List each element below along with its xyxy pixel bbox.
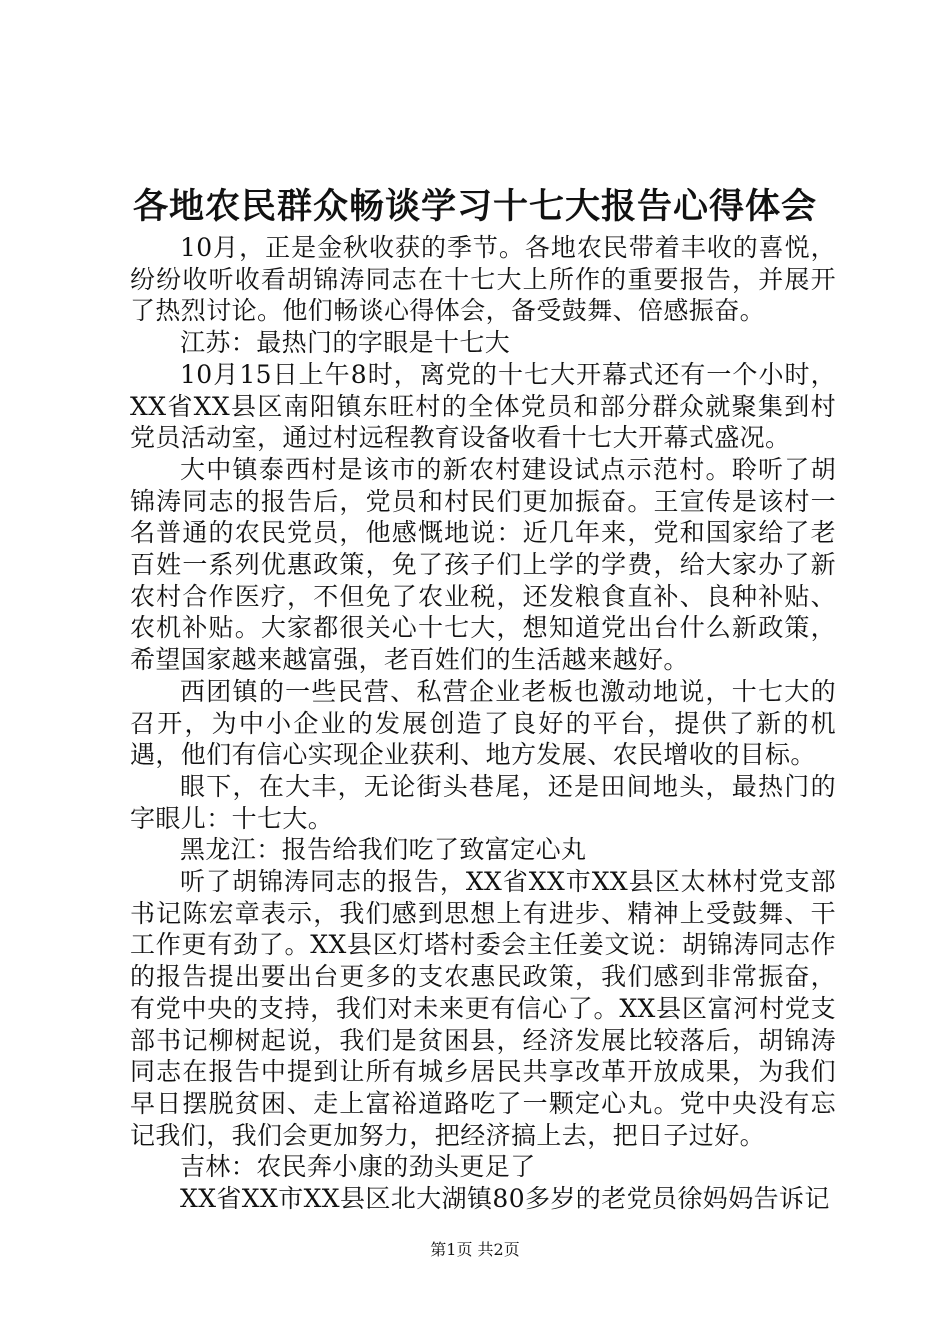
paragraph: 10月15日上午8时，离党的十七大开幕式还有一个小时，XX省XX县区南阳镇东旺村的全体党员和部分群众就聚集到村党员活动室，通过村远程教育设备收看十七大开幕式盛况。 [130,359,836,453]
document-title: 各地农民群众畅谈学习十七大报告心得体会 [132,186,817,227]
paragraph: 眼下，在大丰，无论街头巷尾，还是田间地头，最热门的字眼儿：十七大。 [130,771,836,833]
page-number-footer: 第1页 共2页 [430,1240,520,1259]
document-body [130,232,836,1215]
paragraph: XX省XX市XX县区北大湖镇80多岁的老党员徐妈妈告诉记 [180,1184,830,1214]
section-heading: 吉林：农民奔小康的劲头更足了 [180,1152,536,1182]
section-heading: 黑龙江：报告给我们吃了致富定心丸 [180,835,587,865]
paragraph: 听了胡锦涛同志的报告，XX省XX市XX县区太林村党支部书记陈宏章表示，我们感到思想上有进步、精神上受鼓舞、干工作更有劲了。XX县区灯塔村委会主任姜文说：胡锦涛同志作的报告提出要出台更多的支农惠民政策，我们感到非常振奋，有党中央的支持，我们对未来更有信心了。XX县区富河村党支部书记柳树起说，我们是贫困县，经济发展比较落后，胡锦涛同志在报告中提到让所有城乡居民共享改革开放成果，为我们早日摆脱贫困、走上富裕道路吃了一颗定心丸。党中央没有忘记我们，我们会更加努力，把经济搞上去，把日子过好。 [130,867,836,1150]
paragraph: 10月，正是金秋收获的季节。各地农民带着丰收的喜悦，纷纷收听收看胡锦涛同志在十七大上所作的重要报告，并展开了热烈讨论。他们畅谈心得体会，备受鼓舞、倍感振奋。 [130,233,836,326]
paragraph: 西团镇的一些民营、私营企业老板也激动地说，十七大的召开，为中小企业的发展创造了良好的平台，提供了新的机遇，他们有信心实现企业获利、地方发展、农民增收的目标。 [130,676,836,770]
paragraph: 大中镇泰西村是该市的新农村建设试点示范村。聆听了胡锦涛同志的报告后，党员和村民们更加振奋。王宣传是该村一名普通的农民党员，他感慨地说：近几年来，党和国家给了老百姓一系列优惠政策，免了孩子们上学的学费，给大家办了新农村合作医疗，不但免了农业税，还发粮食直补、良种补贴、农机补贴。大家都很关心十七大，想知道党出台什么新政策，希望国家越来越富强，老百姓们的生活越来越好。 [130,454,836,675]
section-heading: 江苏：最热门的字眼是十七大 [180,328,511,358]
